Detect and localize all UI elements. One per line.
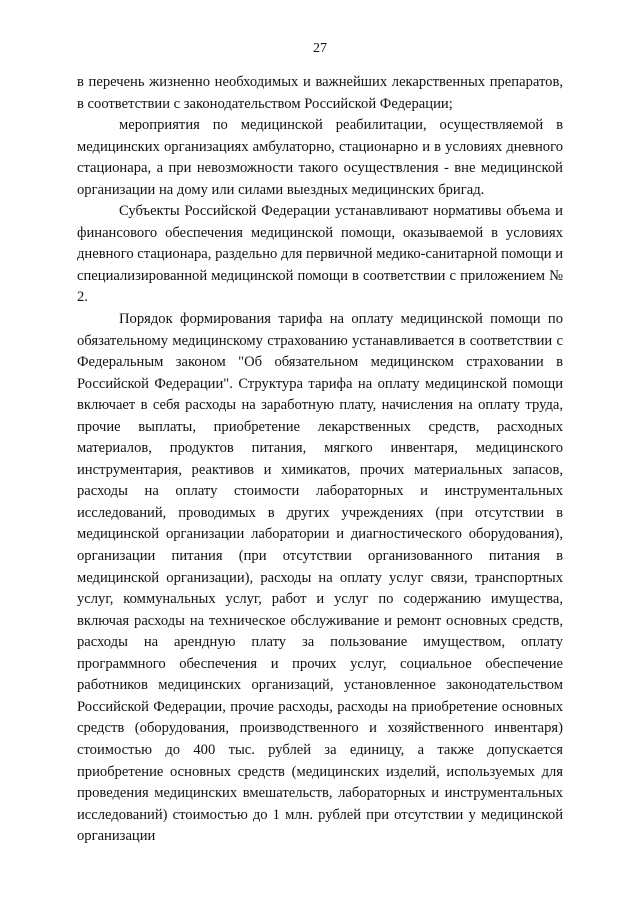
paragraph-rehabilitation: мероприятия по медицинской реабилитации, осуществляемой в медицинских организациях амбулаторно, стационарно и в условиях дневного стационара, а при невозможности такого осуществления - вне медицинской организации на дому или силами выездных медицинских бригад. — [77, 117, 563, 198]
paragraph-subjects-norms: Субъекты Российской Федерации устанавливают нормативы объема и финансового обеспечения медицинской помощи, оказываемой в условиях дневного стационара, раздельно для первичной медико-санитарной помощи и специализированной медицинской помощи в соответствии с приложением № 2. — [77, 203, 563, 306]
page-number: 27 — [313, 41, 327, 56]
paragraph-continuation: в перечень жизненно необходимых и важнейших лекарственных препаратов, в соответствии с законодательством Российской Федерации; — [77, 74, 563, 112]
document-body — [77, 72, 563, 848]
paragraph-tariff-structure: Порядок формирования тарифа на оплату медицинской помощи по обязательному медицинскому страхованию устанавливается в соответствии с Федеральным законом "Об обязательном медицинском страховании в Российской Федерации". Структура тарифа на оплату медицинской помощи включает в себя расходы на заработную плату, начисления на оплату труда, прочие выплаты, приобретение лекарственных средств, расходных материалов, продуктов питания, мягкого инвентаря, медицинского инструментария, реактивов и химикатов, прочих материальных запасов, расходы на оплату стоимости лабораторных и инструментальных исследований, проводимых в других учреждениях (при отсутствии в медицинской организации лаборатории и диагностического оборудования), организации питания (при отсутствии организованного питания в медицинской организации), расходы на оплату услуг связи, транспортных услуг, коммунальных услуг, работ и услуг по содержанию имущества, включая расходы на техническое обслуживание и ремонт основных средств, расходы на арендную плату за пользование имуществом, оплату программного обеспечения и прочих услуг, социальное обеспечение работников медицинских организаций, установленное законодательством Российской Федерации, прочие расходы, расходы на приобретение основных средств (оборудования, производственного и хозяйственного инвентаря) стоимостью до 400 тыс. рублей за единицу, а также допускается приобретение основных средств (медицинских изделий, используемых для проведения медицинских вмешательств, лабораторных и инструментальных исследований) стоимостью до 1 млн. рублей при отсутствии у медицинской организации — [77, 311, 563, 845]
